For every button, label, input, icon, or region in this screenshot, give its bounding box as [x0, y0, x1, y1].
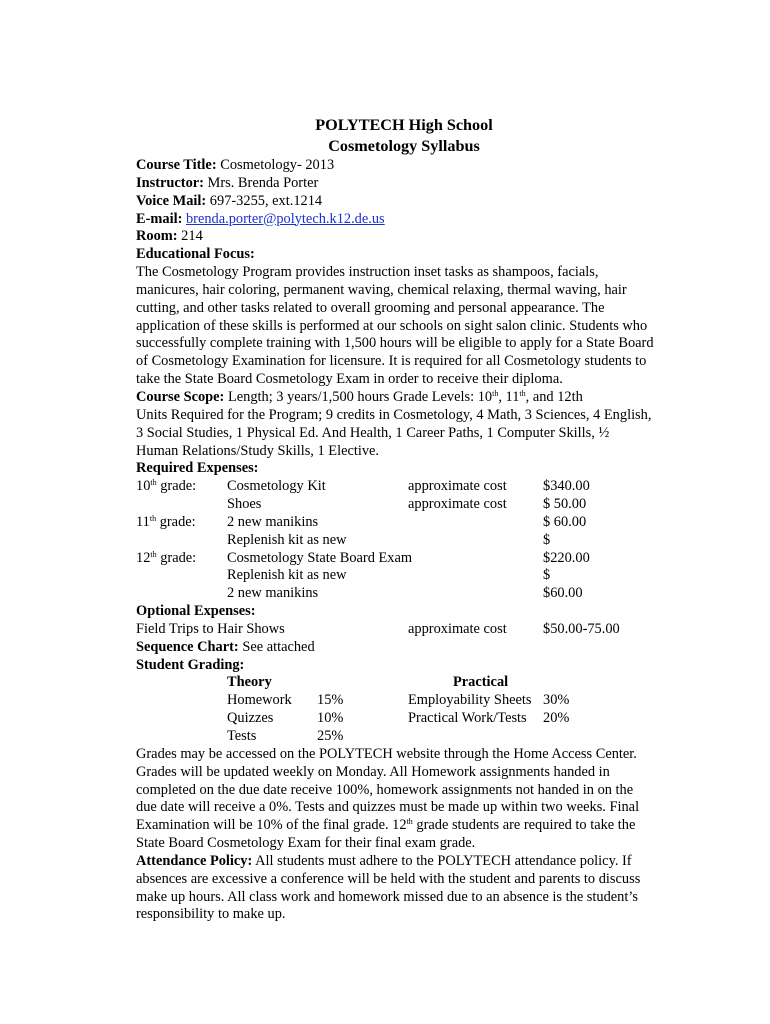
- instructor-line: [136, 175, 681, 193]
- theory-item: Tests: [227, 728, 257, 744]
- student-grading-heading: Student Grading:: [136, 656, 245, 673]
- optional-cost: $50.00-75.00: [543, 620, 620, 637]
- grading-paragraph: [136, 746, 681, 853]
- expense-cost: $: [543, 531, 551, 548]
- expense-cost: $: [543, 567, 551, 584]
- educational-focus-heading: Educational Focus:: [136, 246, 255, 263]
- practical-item: Employability Sheets: [408, 692, 532, 709]
- practical-item: Practical Work/Tests: [408, 710, 527, 727]
- expense-item: 2 new manikins: [227, 585, 319, 602]
- expense-row: [136, 496, 681, 514]
- attendance-first-line: Attendance Policy: All students must adhere to the POLYTECH attendance policy. If: [136, 852, 632, 869]
- expense-note: approximate cost: [408, 478, 507, 495]
- optional-expense-row: [136, 621, 681, 639]
- required-expenses-table: [136, 478, 681, 603]
- focus-line: The Cosmetology Program provides instruction inset tasks as shampoos, facials,: [136, 264, 599, 281]
- attendance-line: absences are excessive a conference will be held with the student and parents to discuss: [136, 870, 641, 887]
- expense-cost: $ 60.00: [543, 513, 587, 530]
- focus-line: application of these skills is performed at our schools on sight salon clinic. Students who: [136, 317, 648, 334]
- grading-text-line: due date will receive a 0%. Tests and quizzes must be made up within two weeks. Final: [136, 799, 640, 816]
- theory-percent: 15%: [317, 692, 344, 709]
- attendance-paragraph: [136, 853, 681, 924]
- practical-percent: 30%: [543, 692, 570, 709]
- theory-item: Homework: [227, 692, 292, 709]
- school-name: POLYTECH High School: [315, 116, 493, 134]
- theory-percent: 10%: [317, 710, 344, 727]
- grade-label: 12th grade:: [136, 549, 197, 566]
- expense-cost: $340.00: [543, 478, 590, 495]
- voice-mail-label: Voice Mail:: [136, 192, 207, 209]
- practical-percent: 20%: [543, 710, 570, 727]
- focus-line: manicures, hair coloring, permanent waving, chemical relaxing, thermal waving, hair: [136, 281, 627, 298]
- expense-item: Cosmetology State Board Exam: [227, 549, 413, 566]
- grade-label: 11th grade:: [136, 513, 196, 530]
- expense-item: Shoes: [227, 496, 262, 513]
- email-link[interactable]: brenda.porter@polytech.k12.de.us: [185, 210, 385, 227]
- grading-text-line: Examination will be 10% of the final grade. 12th grade students are required to take the: [136, 817, 636, 834]
- email-label: E-mail:: [136, 210, 183, 227]
- grade-label: 10th grade:: [136, 478, 197, 495]
- grading-row: [136, 692, 681, 710]
- expense-cost: $ 50.00: [543, 496, 587, 513]
- syllabus-title: Cosmetology Syllabus: [328, 137, 480, 155]
- focus-line: take the State Board Cosmetology Exam in order to receive their diploma.: [136, 371, 563, 388]
- expense-item: Replenish kit as new: [227, 567, 347, 584]
- syllabus-page: [136, 115, 681, 924]
- optional-note: approximate cost: [408, 620, 507, 637]
- sequence-chart-line: [136, 639, 681, 657]
- course-scope-length: Length; 3 years/1,500 hours Grade Levels: 10: [224, 388, 493, 405]
- email-line: [136, 211, 681, 229]
- grading-row: [136, 728, 681, 746]
- educational-focus-paragraph: [136, 264, 681, 389]
- practical-header: Practical: [453, 674, 509, 691]
- grading-text-line: State Board Cosmetology Exam for their final exam grade.: [136, 835, 476, 852]
- expense-row: [136, 514, 681, 532]
- optional-item: Field Trips to Hair Shows: [136, 620, 285, 637]
- scope-tail: , and 12th: [525, 388, 583, 405]
- expense-cost: $60.00: [543, 585, 583, 602]
- expense-row: [136, 567, 681, 585]
- grading-header-row: [136, 674, 681, 692]
- theory-header: Theory: [227, 674, 272, 691]
- theory-item: Quizzes: [227, 710, 274, 727]
- attendance-line: responsibility to make up.: [136, 906, 286, 923]
- grading-text-line: Grades will be updated weekly on Monday. All Homework assignments handed in: [136, 763, 610, 780]
- expense-item: Cosmetology Kit: [227, 478, 326, 495]
- expense-row: [136, 585, 681, 603]
- optional-expenses-heading: Optional Expenses:: [136, 603, 256, 620]
- course-title-label: Course Title:: [136, 157, 217, 173]
- course-title-value: Cosmetology- 2013: [216, 157, 335, 173]
- course-scope-line: [136, 389, 681, 407]
- document-title-block: [127, 115, 681, 157]
- room-value: 214: [177, 228, 203, 245]
- scope-sup: th: [519, 388, 526, 398]
- grading-table: [136, 674, 681, 745]
- units-line: Units Required for the Program; 9 credits in Cosmetology, 4 Math, 3 Sciences, 4 English,: [136, 406, 652, 423]
- expense-row: [136, 550, 681, 568]
- expense-cost: $220.00: [543, 549, 590, 566]
- attendance-line: make up hours. All class work and homework missed due to an absence is the student’s: [136, 888, 638, 905]
- grading-text-line: completed on the due date receive 100%, homework assignments not handed in on the: [136, 781, 634, 798]
- instructor-value: Mrs. Brenda Porter: [203, 174, 319, 191]
- units-line: 3 Social Studies, 1 Physical Ed. And Health, 1 Career Paths, 1 Computer Skills, ½: [136, 424, 610, 441]
- scope-sep: , 11: [498, 388, 520, 405]
- focus-line: of Cosmetology Examination for licensure. It is required for all Cosmetology students to: [136, 353, 647, 370]
- focus-line: successfully complete training with 1,500 hours will be eligible to apply for a State Board: [136, 335, 654, 352]
- units-line: Human Relations/Study Skills, 1 Elective.: [136, 442, 380, 459]
- expense-item: 2 new manikins: [227, 513, 319, 530]
- expense-note: approximate cost: [408, 496, 507, 513]
- expense-row: [136, 478, 681, 496]
- sequence-chart-value: See attached: [238, 638, 315, 655]
- voice-mail-value: 697-3255, ext.1214: [206, 192, 323, 209]
- grading-row: [136, 710, 681, 728]
- course-scope-label: Course Scope:: [136, 388, 225, 405]
- theory-percent: 25%: [317, 728, 344, 744]
- grading-text-line: Grades may be accessed on the POLYTECH website through the Home Access Center.: [136, 745, 637, 762]
- course-title-line: [136, 157, 681, 175]
- instructor-label: Instructor:: [136, 174, 204, 191]
- units-paragraph: [136, 407, 681, 461]
- attendance-label: Attendance Policy:: [136, 852, 253, 869]
- expense-item: Replenish kit as new: [227, 531, 347, 548]
- room-label: Room:: [136, 228, 178, 245]
- expense-row: [136, 532, 681, 550]
- room-line: [136, 228, 681, 246]
- scope-sup: th: [492, 388, 499, 398]
- focus-line: cutting, and other tasks related to overall grooming and personal appearance. The: [136, 299, 605, 316]
- required-expenses-heading: Required Expenses:: [136, 460, 259, 477]
- sequence-chart-label: Sequence Chart:: [136, 638, 239, 655]
- voice-mail-line: [136, 193, 681, 211]
